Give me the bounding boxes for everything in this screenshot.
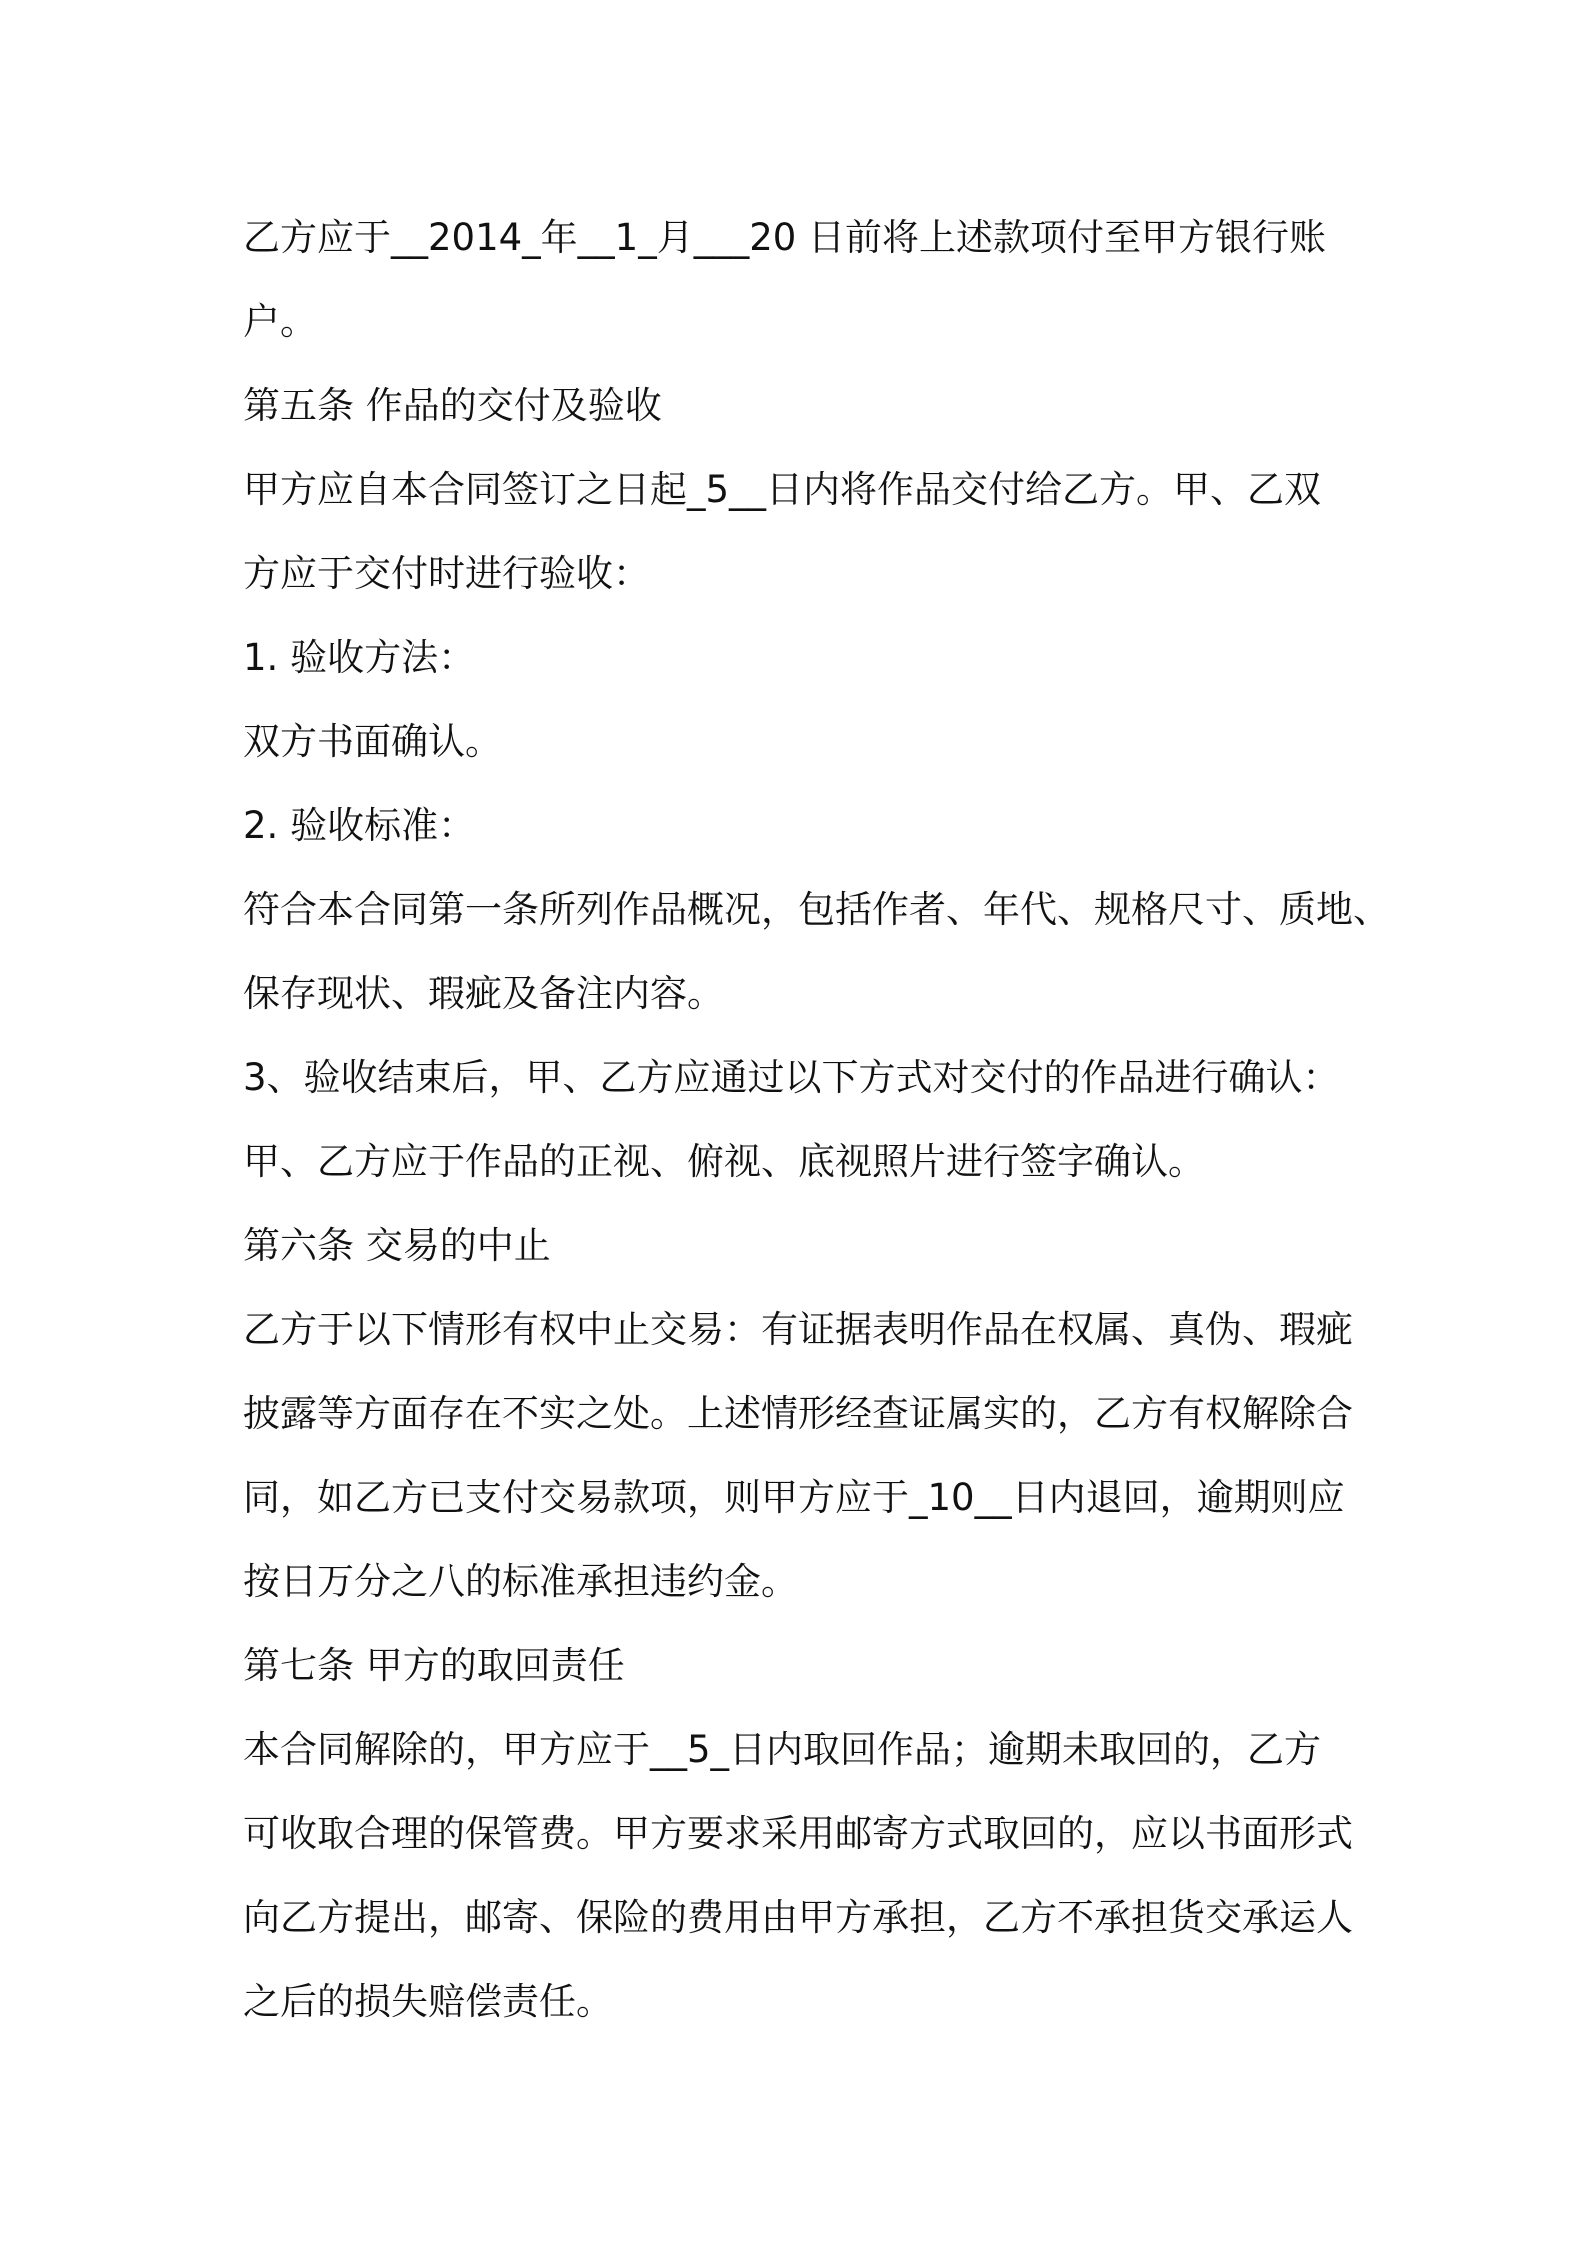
paragraph-line: 可收取合理的保管费。甲方要求采用邮寄方式取回的，应以书面形式 — [243, 1812, 1353, 1855]
section-heading: 第七条 甲方的取回责任 — [243, 1644, 625, 1687]
paragraph-line: 乙方于以下情形有权中止交易：有证据表明作品在权属、真伪、瑕疵 — [243, 1308, 1353, 1351]
document-body — [243, 196, 1390, 2044]
paragraph-line: 甲方应自本合同签订之日起_5__日内将作品交付给乙方。甲、乙双 — [243, 468, 1322, 511]
paragraph-line: 本合同解除的，甲方应于__5_日内取回作品；逾期未取回的，乙方 — [243, 1728, 1322, 1771]
section-heading: 第五条 作品的交付及验收 — [243, 384, 662, 427]
list-item-label: 1. 验收方法： — [243, 636, 476, 679]
paragraph-line: 同，如乙方已支付交易款项，则甲方应于_10__日内退回，逾期则应 — [243, 1476, 1345, 1519]
paragraph-line: 方应于交付时进行验收： — [243, 552, 650, 595]
paragraph-line: 按日万分之八的标准承担违约金。 — [243, 1560, 798, 1603]
paragraph-line: 符合本合同第一条所列作品概况，包括作者、年代、规格尺寸、质地、 — [243, 888, 1390, 931]
paragraph-line: 向乙方提出，邮寄、保险的费用由甲方承担，乙方不承担货交承运人 — [243, 1896, 1353, 1939]
paragraph-line: 户。 — [243, 300, 317, 343]
list-item-label: 2. 验收标准： — [243, 804, 476, 847]
list-item-label: 3、验收结束后，甲、乙方应通过以下方式对交付的作品进行确认： — [243, 1056, 1340, 1099]
paragraph-line: 之后的损失赔偿责任。 — [243, 1980, 613, 2023]
paragraph-line: 保存现状、瑕疵及备注内容。 — [243, 972, 724, 1015]
paragraph-line: 乙方应于__2014_年__1_月___20 日前将上述款项付至甲方银行账 — [243, 216, 1327, 259]
paragraph-line: 双方书面确认。 — [243, 720, 502, 763]
section-heading: 第六条 交易的中止 — [243, 1224, 551, 1267]
paragraph-line: 甲、乙方应于作品的正视、俯视、底视照片进行签字确认。 — [243, 1140, 1205, 1183]
paragraph-line: 披露等方面存在不实之处。上述情形经查证属实的，乙方有权解除合 — [243, 1392, 1353, 1435]
